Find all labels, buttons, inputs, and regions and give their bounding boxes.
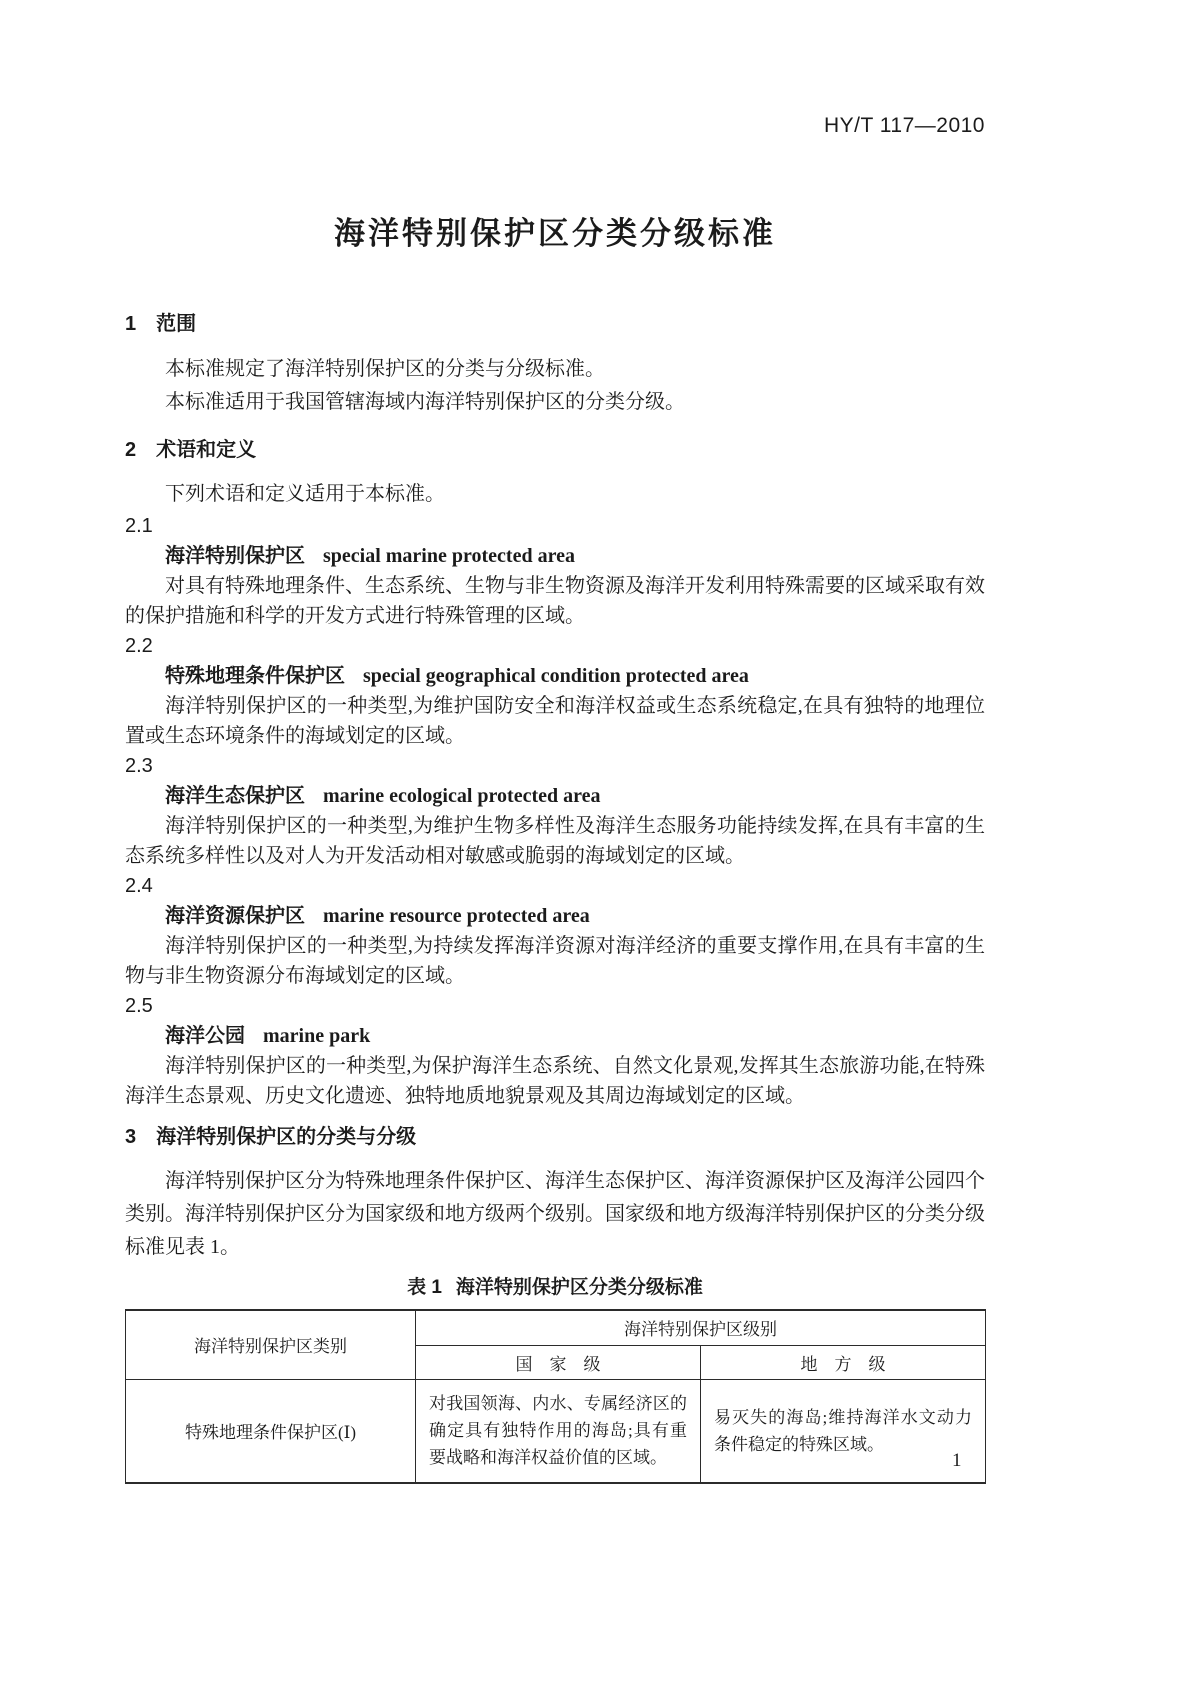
table-caption-title: 海洋特别保护区分类分级标准 — [455, 1277, 703, 1298]
page-title: 海洋特别保护区分类分级标准 — [334, 216, 776, 251]
section-1-heading — [125, 309, 985, 339]
term-block-2-4 — [125, 871, 985, 991]
term-block-2-1 — [125, 511, 985, 631]
doc-number: HY/T 117—2010 — [824, 114, 985, 137]
page-content — [125, 0, 985, 1484]
term-block-2-2 — [125, 631, 985, 751]
table-cell-national: 对我国领海、内水、专属经济区的确定具有独特作用的海岛;具有重要战略和海洋权益价值的区域。 — [416, 1379, 701, 1483]
term-name-en: marine park — [263, 1025, 371, 1047]
term-name-en: special geographical condition protected area — [363, 665, 749, 687]
table-header-level: 海洋特别保护区级别 — [416, 1310, 986, 1345]
paragraph: 海洋特别保护区分为特殊地理条件保护区、海洋生态保护区、海洋资源保护区及海洋公园四个类别。海洋特别保护区分为国家级和地方级两个级别。国家级和地方级海洋特别保护区的分类分级标准见表 1。 — [125, 1170, 985, 1258]
section-1-title: 范围 — [156, 313, 197, 335]
term-line — [125, 1021, 985, 1051]
term-block-2-3 — [125, 751, 985, 871]
table-caption-label: 表 1 — [407, 1277, 442, 1298]
term-line — [125, 781, 985, 811]
term-definition: 海洋特别保护区的一种类型,为持续发挥海洋资源对海洋经济的重要支撑作用,在具有丰富的生物与非生物资源分布海域划定的区域。 — [125, 935, 985, 987]
section-3-title: 海洋特别保护区的分类与分级 — [156, 1126, 417, 1148]
term-line — [125, 541, 985, 571]
section-2-number: 2 — [125, 439, 137, 461]
terms-intro: 下列术语和定义适用于本标准。 — [165, 483, 445, 505]
table-row — [126, 1379, 986, 1483]
term-number: 2.3 — [125, 755, 153, 777]
page-number: 1 — [952, 1450, 962, 1471]
term-name-zh: 特殊地理条件保护区 — [165, 665, 345, 687]
table-caption — [125, 1272, 985, 1299]
section-2-heading — [125, 435, 985, 465]
section-1-body — [125, 353, 985, 419]
term-number: 2.1 — [125, 515, 153, 537]
section-2-title: 术语和定义 — [156, 439, 257, 461]
term-name-zh: 海洋特别保护区 — [165, 545, 305, 567]
term-definition: 海洋特别保护区的一种类型,为维护国防安全和海洋权益或生态系统稳定,在具有独特的地理位置或生态环境条件的海域划定的区域。 — [125, 695, 985, 747]
term-name-en: marine ecological protected area — [323, 785, 601, 807]
term-line — [125, 661, 985, 691]
term-name-zh: 海洋公园 — [165, 1025, 245, 1047]
term-line — [125, 901, 985, 931]
paragraph: 本标准规定了海洋特别保护区的分类与分级标准。 — [165, 358, 605, 380]
classification-table — [125, 1309, 986, 1484]
term-number: 2.2 — [125, 635, 153, 657]
paragraph: 本标准适用于我国管辖海域内海洋特别保护区的分类分级。 — [165, 391, 685, 413]
term-name-zh: 海洋生态保护区 — [165, 785, 305, 807]
table-header-category: 海洋特别保护区类别 — [126, 1310, 416, 1379]
section-3-heading — [125, 1122, 985, 1152]
term-block-2-5 — [125, 991, 985, 1111]
table-header-national: 国 家 级 — [416, 1345, 701, 1379]
table-cell-local: 易灭失的海岛;维持海洋水文动力条件稳定的特殊区域。 — [701, 1379, 986, 1483]
term-definition: 海洋特别保护区的一种类型,为维护生物多样性及海洋生态服务功能持续发挥,在具有丰富的生态系统多样性以及对人为开发活动相对敏感或脆弱的海域划定的区域。 — [125, 815, 985, 867]
section-3-number: 3 — [125, 1126, 137, 1148]
term-name-en: marine resource protected area — [323, 905, 590, 927]
term-definition: 海洋特别保护区的一种类型,为保护海洋生态系统、自然文化景观,发挥其生态旅游功能,在特殊海洋生态景观、历史文化遗迹、独特地质地貌景观及其周边海域划定的区域。 — [125, 1055, 985, 1107]
table-header-local: 地 方 级 — [701, 1345, 986, 1379]
table-cell-category: 特殊地理条件保护区(Ⅰ) — [126, 1379, 416, 1483]
term-number: 2.4 — [125, 875, 153, 897]
term-number: 2.5 — [125, 995, 153, 1017]
section-1-number: 1 — [125, 313, 137, 335]
term-name-en: special marine protected area — [323, 545, 575, 567]
term-definition: 对具有特殊地理条件、生态系统、生物与非生物资源及海洋开发利用特殊需要的区域采取有效的保护措施和科学的开发方式进行特殊管理的区域。 — [125, 575, 985, 627]
term-name-zh: 海洋资源保护区 — [165, 905, 305, 927]
